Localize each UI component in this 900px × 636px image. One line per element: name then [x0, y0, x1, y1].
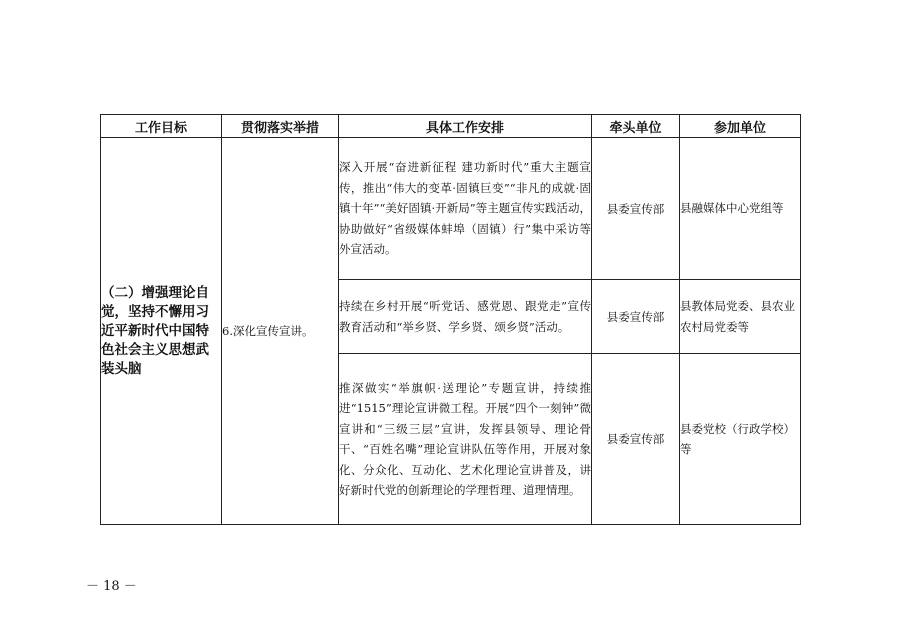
header-specific-arrangement: 具体工作安排	[339, 115, 592, 138]
lead-unit-cell: 县委宣传部	[592, 138, 680, 280]
header-participating-units: 参加单位	[680, 115, 801, 138]
measure-cell: 6.深化宣传宣讲。	[222, 138, 339, 525]
participants-cell: 县委党校（行政学校）等	[680, 354, 801, 525]
header-lead-unit: 牵头单位	[592, 115, 680, 138]
arrangement-cell: 推深做实“举旗帜·送理论”专题宣讲，持续推进“1515”理论宣讲微工程。开展“四个一刻钟”微宣讲和“三级三层”宣讲，发挥县领导、理论骨干、“百姓名嘴”理论宣讲队伍等作用，开展对象化、分众化、互动化、艺术化理论宣讲普及，讲好新时代党的创新理论的学理哲理、道理情理。	[339, 354, 592, 525]
work-plan-table	[100, 114, 801, 525]
lead-unit-cell: 县委宣传部	[592, 354, 680, 525]
participants-cell: 县教体局党委、县农业农村局党委等	[680, 280, 801, 354]
work-goal-cell: （二）增强理论自觉，坚持不懈用习近平新时代中国特色社会主义思想武装头脑	[101, 138, 222, 525]
arrangement-cell: 持续在乡村开展“听党话、感党恩、跟党走”宣传教育活动和“举乡贤、学乡贤、颂乡贤”活动。	[339, 280, 592, 354]
header-work-goal: 工作目标	[101, 115, 222, 138]
arrangement-cell: 深入开展“奋进新征程 建功新时代”重大主题宣传，推出“伟大的变革·固镇巨变”“非凡的成就·固镇十年”“美好固镇·开新局”等主题宣传实践活动，协助做好“省级媒体蚌埠（固镇）行”集中采访等外宣活动。	[339, 138, 592, 280]
table-header-row	[101, 115, 801, 138]
table-row	[101, 138, 801, 280]
header-implementation-measure: 贯彻落实举措	[222, 115, 339, 138]
page-number: － 18 －	[86, 579, 137, 594]
participants-cell: 县融媒体中心党组等	[680, 138, 801, 280]
lead-unit-cell: 县委宣传部	[592, 280, 680, 354]
